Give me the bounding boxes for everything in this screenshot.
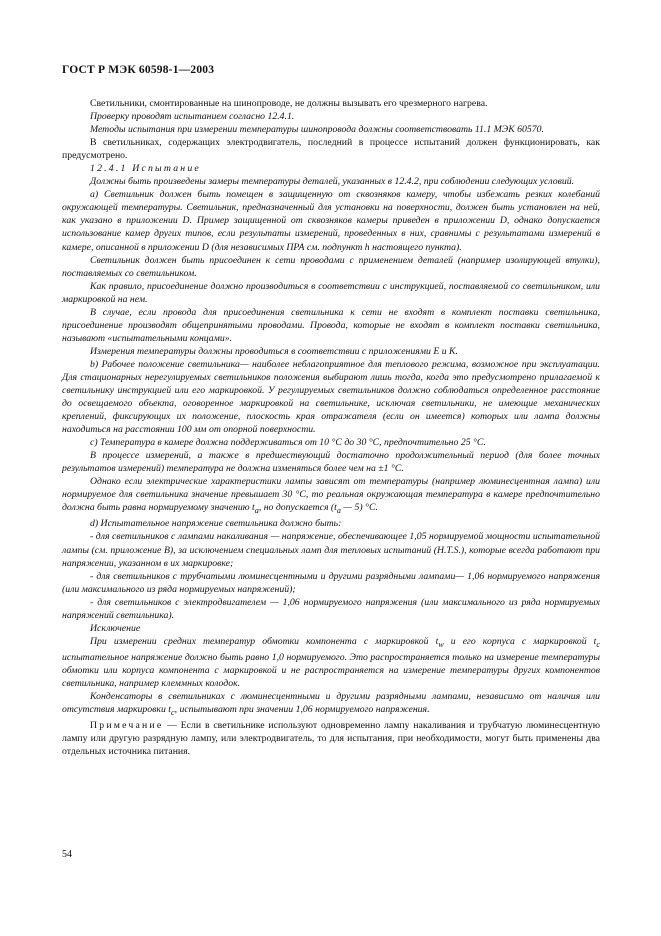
paragraph-note	[62, 719, 600, 758]
note-label: Примечание	[90, 720, 164, 732]
paragraph-item-c: c) Температура в камере должна поддерживаться от 10 °C до 30 °C, предпочтительно 25 °C.	[90, 437, 486, 449]
exception-text-part-3: испытательное напряжение должно быть равно 1,0 нормируемого. Это распространяется только на измерение температуры обмотки или корпуса компонента с маркировкой и не распространяется на измерение температуры других компонентов светильника, например клеммных колодок.	[62, 651, 600, 689]
paragraph-fluorescent-voltage: - для светильников с трубчатыми люминесцентными и другими разрядными лампами— 1,06 нормируемого напряжения (или максимального из ряда нормируемых напряжений);	[62, 570, 600, 595]
paragraph-item-b: b) Рабочее положение светильника— наиболее неблагоприятное для теплового режима, возможное при эксплуатации. Для стационарных нерегулируемых светильников положения выбирают лишь тогда, когда это предусмотрено прилагаемой к светильнику инструкцией или его маркировкой. У регулируемых светильников должно соблюдаться определенное расстояние до освещаемого объекта, оговоренное маркировкой на светильнике, исключая светильники, не имеющие механических креплений, фиксирующих их положение, плоскость края отражателя (если он имеется) которых или лампа должны находиться на расстоянии 100 мм от опорной поверхности.	[62, 358, 600, 436]
paragraph-test-leads: В случае, если провода для присоединения светильника к сети не входят в комплект поставки светильника, присоединение производят общепринятыми проводами. Провода, которые не входят в комплект поставки светильника, называют «испытательными концами».	[62, 306, 600, 344]
paragraph-motor-voltage: - для светильников с электродвигателем — 1,06 нормируемого напряжения (или максимального из ряда нормируемых напряжений светильника).	[62, 596, 600, 621]
paragraph-connection: Светильник должен быть присоединен к сети проводами с применением деталей (например изолирующей втулки), поставляемых со светильником.	[62, 254, 600, 279]
paragraph-exception-text	[62, 635, 600, 690]
ambient-text-part-2: , но допускается (t	[258, 502, 337, 514]
ambient-text-part-1: Однако если электрические характеристики лампы зависят от температуры (например люминесцентная лампа) или нормируемое для светильника значение превышает 30 °C, то реальная окружающая температура в камере предпочтительно должна быть равна нормируемому значению t	[62, 476, 600, 514]
capacitors-text-part-1: Конденсаторы в светильниках с люминесцентными и другими разрядными лампами, независимо от наличия или отсутствия маркировки t	[62, 690, 600, 716]
section-heading-text: 12.4.1 Испытание	[90, 163, 201, 175]
page-number: 54	[62, 849, 72, 860]
paragraph-exception-heading: Исключение	[90, 622, 141, 634]
paragraph-item-d: d) Испытательное напряжение светильника должно быть:	[90, 518, 342, 530]
document-body	[62, 97, 600, 758]
capacitors-text-part-2: , испытывают при значении 1,06 нормируемого напряжения.	[174, 704, 430, 716]
paragraph-temperature-stability: В процессе измерений, а также в предшествующий достаточно продолжительный период (для более точных результатов измерений) температура не должна изменяться более чем на ±1 °C.	[62, 450, 600, 475]
paragraph-busbar-load: Светильники, смонтированные на шинопроводе, не должны вызывать его чрезмерного нагрева.	[90, 98, 488, 109]
section-heading-12-4-1	[62, 162, 600, 175]
capacitors-subscript: c	[170, 707, 175, 717]
paragraph-ambient-temperature	[62, 475, 600, 517]
paragraph-conditions-intro: Должны быть произведены замеры температуры деталей, указанных в 12.4.2, при соблюдении следующих условий.	[90, 176, 575, 188]
exception-subscript-2: c	[596, 639, 601, 649]
exception-text-part-1: При измерении средних температур обмотки компонента с маркировкой t	[90, 635, 439, 647]
paragraph-capacitors	[62, 690, 600, 719]
paragraph-check-reference: Проверку проводят испытанием согласно 12.4.1.	[90, 111, 295, 123]
exception-text-part-2: и его корпуса с маркировкой t	[443, 635, 597, 647]
ambient-text-part-3: — 5) °C.	[340, 502, 378, 514]
exception-subscript-1: w	[438, 639, 444, 649]
ambient-subscript-2: a	[336, 506, 341, 516]
paragraph-annexes: Измерения температуры должны проводиться в соответствии с приложениями E и K.	[90, 345, 458, 357]
standard-header: ГОСТ Р МЭК 60598-1—2003	[62, 64, 215, 76]
paragraph-instructions: Как правило, присоединение должно производиться в соответствии с инструкцией, поставляемой со светильником, или маркировкой на нем.	[62, 280, 600, 305]
paragraph-methods: Методы испытания при измерении температуры шинопровода должны соответствовать 11.1 МЭК 60570.	[90, 124, 544, 136]
paragraph-item-a: а) Светильник должен быть помещен в защищенную от сквозняков камеру, чтобы избежать резких колебаний окружающей температуры. Светильник, предназначенный для установки на поверхности, должен быть установлен на ней, как указано в приложении D. Пример защищенной от сквозняков камеры приведен в приложении D, однако допускается использование камер других типов, если результаты измерений, проведенных в них, сравнимы с результатами измерений в камере, описанной в приложении D (для независимых ПРА см. подпункт h настоящего пункта).	[62, 189, 600, 253]
ambient-subscript-1: a	[254, 506, 259, 516]
paragraph-motor: В светильниках, содержащих электродвигатель, последний в процессе испытаний должен функционировать, как предусмотрено.	[62, 137, 600, 162]
note-text: — Если в светильнике используют одновременно лампу накаливания и трубчатую люминесцентную лампу или другую разрядную лампу, или электродвигатель, то для испытания, при необходимости, могут быть применены два отдельных источника питания.	[62, 720, 600, 758]
paragraph-incandescent-voltage: - для светильников с лампами накаливания — напряжение, обеспечивающее 1,05 нормируемой мощности испытательной лампы (см. приложение B), за исключением специальных ламп для тепловых испытаний (H.T.S.), которые всегда работают при напряжении, указанном в их маркировке;	[62, 531, 600, 569]
